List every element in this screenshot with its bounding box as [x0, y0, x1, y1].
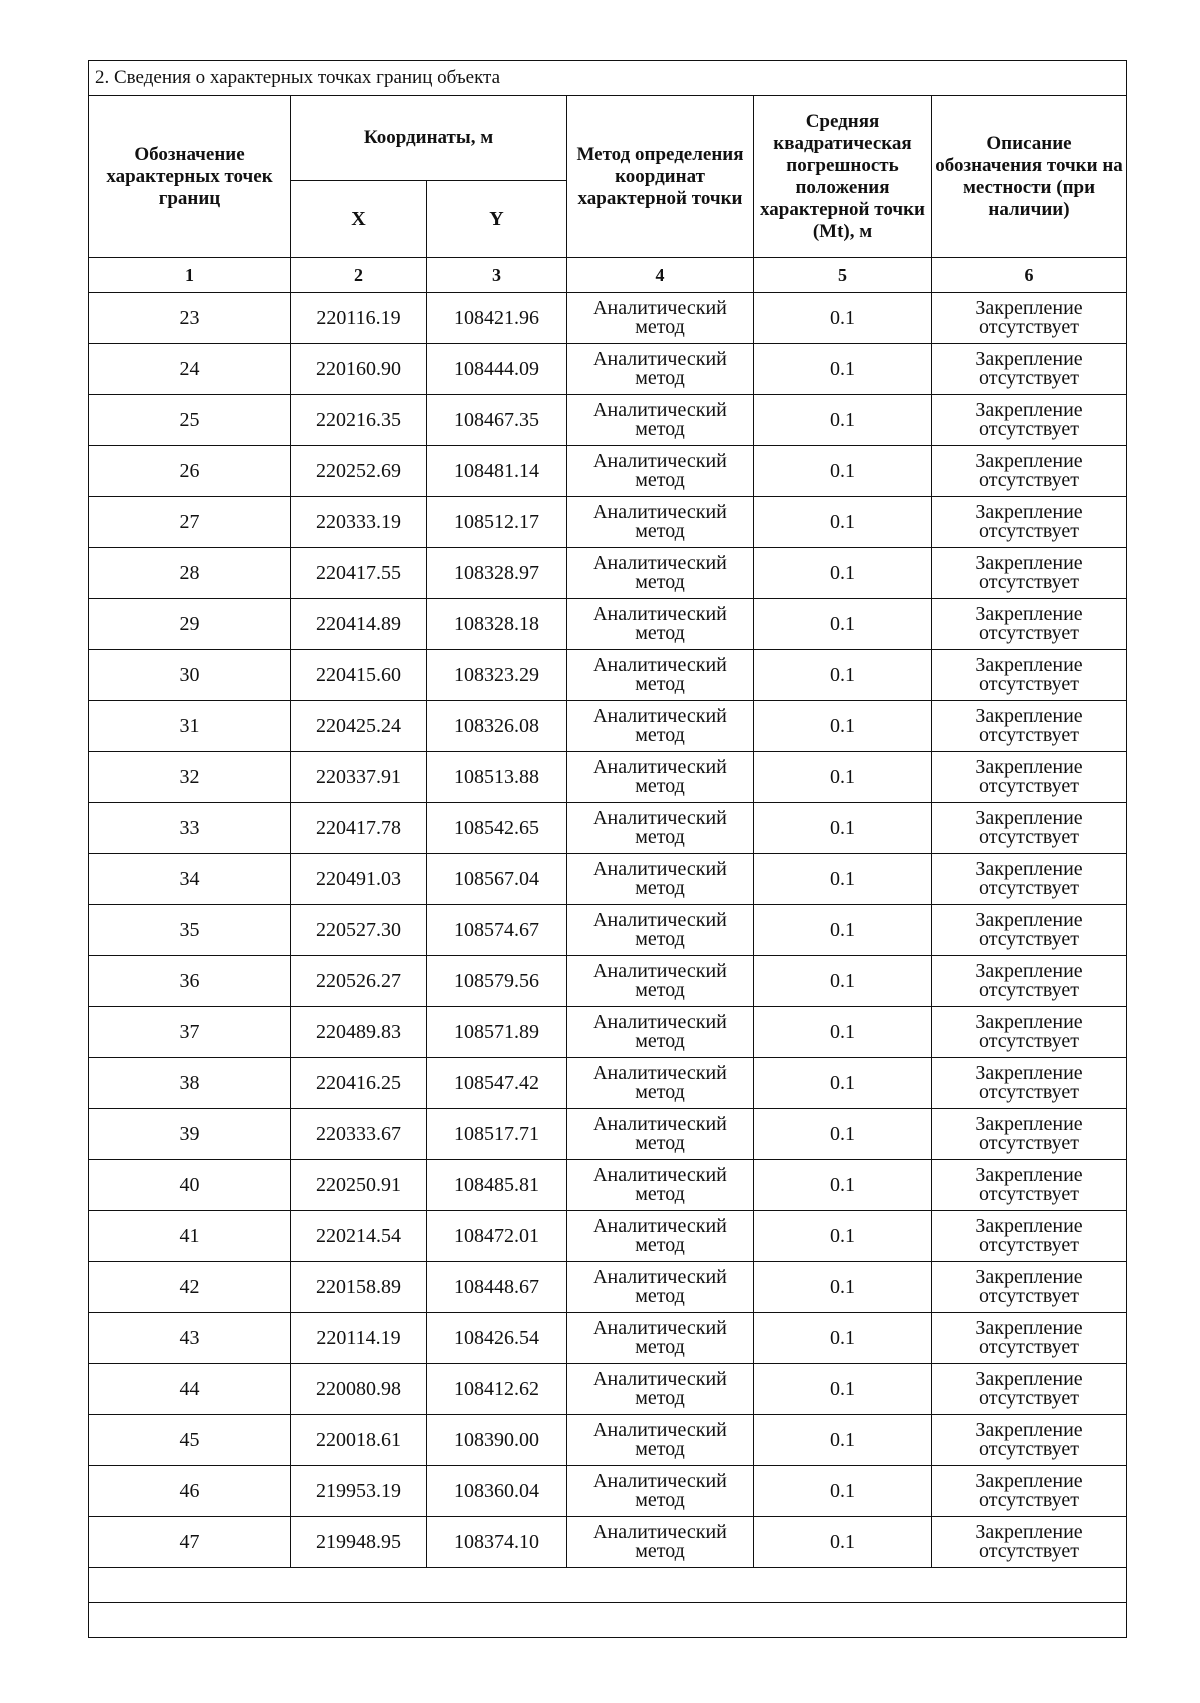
- description-cell: Закрепление отсутствует: [932, 344, 1127, 395]
- mean-error-cell: 0.1: [754, 1517, 932, 1568]
- table-row: [89, 1262, 1127, 1313]
- point-id-cell: 29: [89, 599, 291, 650]
- y-coordinate-cell: 108467.35: [427, 395, 567, 446]
- y-coordinate-cell: 108579.56: [427, 956, 567, 1007]
- description-cell: Закрепление отсутствует: [932, 1211, 1127, 1262]
- x-coordinate-cell: 220489.83: [291, 1007, 427, 1058]
- mean-error-cell: 0.1: [754, 1466, 932, 1517]
- x-coordinate-cell: 220416.25: [291, 1058, 427, 1109]
- description-cell: Закрепление отсутствует: [932, 446, 1127, 497]
- empty-row: [89, 1603, 1127, 1638]
- description-cell: Закрепление отсутствует: [932, 1415, 1127, 1466]
- description-cell: Закрепление отсутствует: [932, 1007, 1127, 1058]
- point-id-cell: 28: [89, 548, 291, 599]
- method-cell: Аналитический метод: [567, 1211, 754, 1262]
- point-id-cell: 43: [89, 1313, 291, 1364]
- x-coordinate-cell: 220216.35: [291, 395, 427, 446]
- point-id-cell: 41: [89, 1211, 291, 1262]
- y-coordinate-cell: 108323.29: [427, 650, 567, 701]
- description-cell: Закрепление отсутствует: [932, 395, 1127, 446]
- method-cell: Аналитический метод: [567, 1466, 754, 1517]
- x-coordinate-cell: 220415.60: [291, 650, 427, 701]
- point-id-cell: 45: [89, 1415, 291, 1466]
- point-id-cell: 35: [89, 905, 291, 956]
- method-cell: Аналитический метод: [567, 650, 754, 701]
- column-number: 5: [754, 258, 932, 293]
- x-coordinate-cell: 220116.19: [291, 293, 427, 344]
- method-cell: Аналитический метод: [567, 548, 754, 599]
- point-id-cell: 44: [89, 1364, 291, 1415]
- mean-error-cell: 0.1: [754, 854, 932, 905]
- mean-error-cell: 0.1: [754, 701, 932, 752]
- table-row: [89, 497, 1127, 548]
- mean-error-cell: 0.1: [754, 293, 932, 344]
- point-id-cell: 23: [89, 293, 291, 344]
- point-id-cell: 31: [89, 701, 291, 752]
- mean-error-cell: 0.1: [754, 1313, 932, 1364]
- point-id-cell: 27: [89, 497, 291, 548]
- point-id-cell: 47: [89, 1517, 291, 1568]
- mean-error-cell: 0.1: [754, 1007, 932, 1058]
- mean-error-cell: 0.1: [754, 446, 932, 497]
- method-cell: Аналитический метод: [567, 1415, 754, 1466]
- method-cell: Аналитический метод: [567, 446, 754, 497]
- method-cell: Аналитический метод: [567, 752, 754, 803]
- x-coordinate-cell: 220250.91: [291, 1160, 427, 1211]
- y-coordinate-cell: 108567.04: [427, 854, 567, 905]
- description-cell: Закрепление отсутствует: [932, 599, 1127, 650]
- y-coordinate-cell: 108412.62: [427, 1364, 567, 1415]
- method-cell: Аналитический метод: [567, 1517, 754, 1568]
- y-coordinate-cell: 108571.89: [427, 1007, 567, 1058]
- description-cell: Закрепление отсутствует: [932, 752, 1127, 803]
- mean-error-cell: 0.1: [754, 650, 932, 701]
- y-coordinate-cell: 108512.17: [427, 497, 567, 548]
- empty-cell: [89, 1568, 1127, 1603]
- mean-error-cell: 0.1: [754, 599, 932, 650]
- table-row: [89, 1007, 1127, 1058]
- method-cell: Аналитический метод: [567, 497, 754, 548]
- table-row: [89, 905, 1127, 956]
- point-id-cell: 33: [89, 803, 291, 854]
- table-row: [89, 548, 1127, 599]
- column-number: 1: [89, 258, 291, 293]
- y-coordinate-cell: 108374.10: [427, 1517, 567, 1568]
- document-sheet: [88, 60, 1126, 1638]
- method-cell: Аналитический метод: [567, 1058, 754, 1109]
- y-coordinate-cell: 108513.88: [427, 752, 567, 803]
- mean-error-cell: 0.1: [754, 395, 932, 446]
- description-cell: Закрепление отсутствует: [932, 1262, 1127, 1313]
- description-cell: Закрепление отсутствует: [932, 293, 1127, 344]
- header-x: X: [291, 181, 427, 258]
- table-row: [89, 293, 1127, 344]
- method-cell: Аналитический метод: [567, 1109, 754, 1160]
- method-cell: Аналитический метод: [567, 701, 754, 752]
- column-number: 2: [291, 258, 427, 293]
- x-coordinate-cell: 220491.03: [291, 854, 427, 905]
- x-coordinate-cell: 220337.91: [291, 752, 427, 803]
- x-coordinate-cell: 220526.27: [291, 956, 427, 1007]
- x-coordinate-cell: 219953.19: [291, 1466, 427, 1517]
- y-coordinate-cell: 108472.01: [427, 1211, 567, 1262]
- y-coordinate-cell: 108517.71: [427, 1109, 567, 1160]
- point-id-cell: 39: [89, 1109, 291, 1160]
- y-coordinate-cell: 108390.00: [427, 1415, 567, 1466]
- mean-error-cell: 0.1: [754, 497, 932, 548]
- table-row: [89, 446, 1127, 497]
- y-coordinate-cell: 108421.96: [427, 293, 567, 344]
- description-cell: Закрепление отсутствует: [932, 1466, 1127, 1517]
- y-coordinate-cell: 108485.81: [427, 1160, 567, 1211]
- header-mean-error: Средняя квадратическая погрешность положения характерной точки (Mt), м: [754, 96, 932, 258]
- point-id-cell: 42: [89, 1262, 291, 1313]
- method-cell: Аналитический метод: [567, 803, 754, 854]
- point-id-cell: 40: [89, 1160, 291, 1211]
- description-cell: Закрепление отсутствует: [932, 803, 1127, 854]
- method-cell: Аналитический метод: [567, 956, 754, 1007]
- method-cell: Аналитический метод: [567, 1007, 754, 1058]
- x-coordinate-cell: 220414.89: [291, 599, 427, 650]
- method-cell: Аналитический метод: [567, 854, 754, 905]
- y-coordinate-cell: 108448.67: [427, 1262, 567, 1313]
- x-coordinate-cell: 219948.95: [291, 1517, 427, 1568]
- mean-error-cell: 0.1: [754, 905, 932, 956]
- description-cell: Закрепление отсутствует: [932, 1517, 1127, 1568]
- method-cell: Аналитический метод: [567, 293, 754, 344]
- x-coordinate-cell: 220417.55: [291, 548, 427, 599]
- mean-error-cell: 0.1: [754, 1211, 932, 1262]
- method-cell: Аналитический метод: [567, 599, 754, 650]
- table-row: [89, 395, 1127, 446]
- mean-error-cell: 0.1: [754, 1415, 932, 1466]
- y-coordinate-cell: 108328.97: [427, 548, 567, 599]
- column-number: 4: [567, 258, 754, 293]
- point-id-cell: 38: [89, 1058, 291, 1109]
- section-title: 2. Сведения о характерных точках границ объекта: [89, 61, 1127, 96]
- table-row: [89, 599, 1127, 650]
- table-row: [89, 344, 1127, 395]
- table-row: [89, 1109, 1127, 1160]
- method-cell: Аналитический метод: [567, 1364, 754, 1415]
- header-y: Y: [427, 181, 567, 258]
- description-cell: Закрепление отсутствует: [932, 905, 1127, 956]
- point-id-cell: 46: [89, 1466, 291, 1517]
- method-cell: Аналитический метод: [567, 1160, 754, 1211]
- description-cell: Закрепление отсутствует: [932, 1109, 1127, 1160]
- y-coordinate-cell: 108360.04: [427, 1466, 567, 1517]
- x-coordinate-cell: 220160.90: [291, 344, 427, 395]
- header-description: Описание обозначения точки на местности (при наличии): [932, 96, 1127, 258]
- mean-error-cell: 0.1: [754, 803, 932, 854]
- column-number: 3: [427, 258, 567, 293]
- point-id-cell: 36: [89, 956, 291, 1007]
- table-row: [89, 752, 1127, 803]
- method-cell: Аналитический метод: [567, 344, 754, 395]
- mean-error-cell: 0.1: [754, 1364, 932, 1415]
- y-coordinate-cell: 108444.09: [427, 344, 567, 395]
- mean-error-cell: 0.1: [754, 548, 932, 599]
- description-cell: Закрепление отсутствует: [932, 1160, 1127, 1211]
- method-cell: Аналитический метод: [567, 905, 754, 956]
- point-id-cell: 34: [89, 854, 291, 905]
- y-coordinate-cell: 108547.42: [427, 1058, 567, 1109]
- table-row: [89, 650, 1127, 701]
- header-point-designation: Обозначение характерных точек границ: [89, 96, 291, 258]
- x-coordinate-cell: 220425.24: [291, 701, 427, 752]
- description-cell: Закрепление отсутствует: [932, 650, 1127, 701]
- x-coordinate-cell: 220158.89: [291, 1262, 427, 1313]
- x-coordinate-cell: 220114.19: [291, 1313, 427, 1364]
- column-number: 6: [932, 258, 1127, 293]
- y-coordinate-cell: 108328.18: [427, 599, 567, 650]
- table-row: [89, 1466, 1127, 1517]
- point-id-cell: 30: [89, 650, 291, 701]
- table-row: [89, 1058, 1127, 1109]
- table-row: [89, 803, 1127, 854]
- mean-error-cell: 0.1: [754, 1262, 932, 1313]
- description-cell: Закрепление отсутствует: [932, 1313, 1127, 1364]
- method-cell: Аналитический метод: [567, 1262, 754, 1313]
- x-coordinate-cell: 220080.98: [291, 1364, 427, 1415]
- y-coordinate-cell: 108574.67: [427, 905, 567, 956]
- x-coordinate-cell: 220333.19: [291, 497, 427, 548]
- description-cell: Закрепление отсутствует: [932, 497, 1127, 548]
- y-coordinate-cell: 108481.14: [427, 446, 567, 497]
- boundary-points-table: [88, 60, 1127, 1638]
- header-coordinates: Координаты, м: [291, 96, 567, 181]
- empty-cell: [89, 1603, 1127, 1638]
- point-id-cell: 32: [89, 752, 291, 803]
- table-row: [89, 1211, 1127, 1262]
- mean-error-cell: 0.1: [754, 956, 932, 1007]
- table-row: [89, 956, 1127, 1007]
- x-coordinate-cell: 220214.54: [291, 1211, 427, 1262]
- point-id-cell: 25: [89, 395, 291, 446]
- point-id-cell: 37: [89, 1007, 291, 1058]
- table-row: [89, 1364, 1127, 1415]
- y-coordinate-cell: 108326.08: [427, 701, 567, 752]
- x-coordinate-cell: 220333.67: [291, 1109, 427, 1160]
- table-row: [89, 1160, 1127, 1211]
- description-cell: Закрепление отсутствует: [932, 854, 1127, 905]
- y-coordinate-cell: 108426.54: [427, 1313, 567, 1364]
- description-cell: Закрепление отсутствует: [932, 1364, 1127, 1415]
- y-coordinate-cell: 108542.65: [427, 803, 567, 854]
- description-cell: Закрепление отсутствует: [932, 548, 1127, 599]
- point-id-cell: 26: [89, 446, 291, 497]
- x-coordinate-cell: 220252.69: [291, 446, 427, 497]
- mean-error-cell: 0.1: [754, 1160, 932, 1211]
- mean-error-cell: 0.1: [754, 1058, 932, 1109]
- mean-error-cell: 0.1: [754, 752, 932, 803]
- point-id-cell: 24: [89, 344, 291, 395]
- description-cell: Закрепление отсутствует: [932, 701, 1127, 752]
- description-cell: Закрепление отсутствует: [932, 1058, 1127, 1109]
- table-row: [89, 854, 1127, 905]
- mean-error-cell: 0.1: [754, 1109, 932, 1160]
- table-row: [89, 701, 1127, 752]
- x-coordinate-cell: 220018.61: [291, 1415, 427, 1466]
- x-coordinate-cell: 220527.30: [291, 905, 427, 956]
- table-row: [89, 1313, 1127, 1364]
- method-cell: Аналитический метод: [567, 1313, 754, 1364]
- method-cell: Аналитический метод: [567, 395, 754, 446]
- header-method: Метод определения координат характерной точки: [567, 96, 754, 258]
- table-row: [89, 1415, 1127, 1466]
- x-coordinate-cell: 220417.78: [291, 803, 427, 854]
- empty-row: [89, 1568, 1127, 1603]
- mean-error-cell: 0.1: [754, 344, 932, 395]
- table-row: [89, 1517, 1127, 1568]
- description-cell: Закрепление отсутствует: [932, 956, 1127, 1007]
